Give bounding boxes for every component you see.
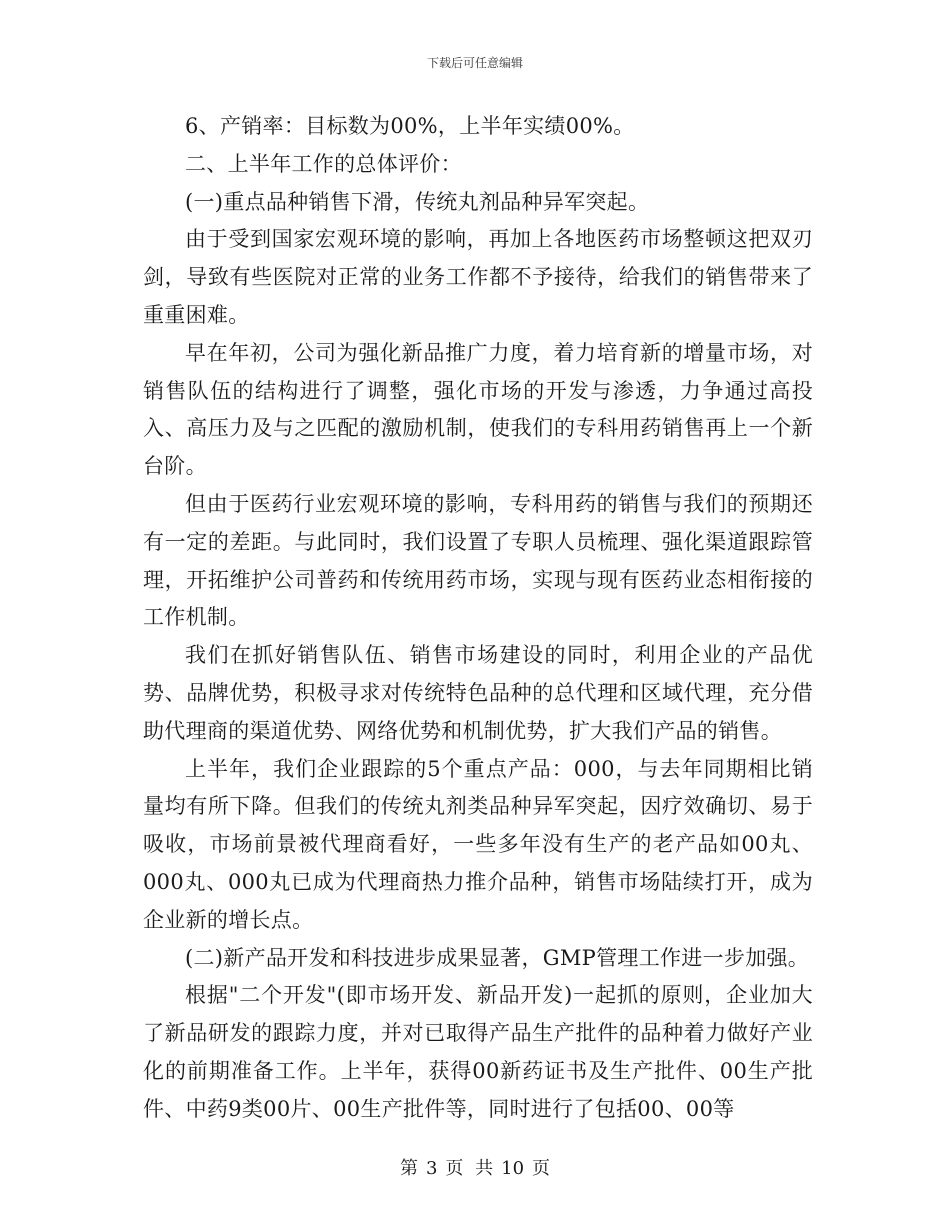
paragraph-industry-gap: 但由于医药行业宏观环境的影响，专科用药的销售与我们的预期还有一定的差距。与此同时，我们设置了专职人员梳理、强化渠道跟踪管理，开拓维护公司普药和传统用药市场，实现与现有医药业态相衔接的工作机制。 xyxy=(143,491,813,630)
paragraph-macro-environment: 由于受到国家宏观环境的影响，再加上各地医药市场整顿这把双刃剑，导致有些医院对正常的业务工作都不予接待，给我们的销售带来了重重困难。 xyxy=(143,227,813,327)
paragraph-key-products-h1: 上半年，我们企业跟踪的5个重点产品：000，与去年同期相比销量均有所下降。但我们的传统丸剂类品种异军突起，因疗效确切、易于吸收，市场前景被代理商看好，一些多年没有生产的老产品如00丸、000丸、000丸已成为代理商热力推介品种，销售市场陆续打开，成为企业新的增长点。 xyxy=(143,756,813,932)
paragraph-production-sales-rate: 6、产销率：目标数为00%，上半年实绩00%。 xyxy=(185,114,635,138)
page-footer xyxy=(0,1154,950,1180)
document-body xyxy=(143,108,813,1129)
footer-middle: 页 共 xyxy=(445,1158,494,1179)
subheading-new-products: (二)新产品开发和科技进步成果显著，GMP管理工作进一步加强。 xyxy=(185,945,810,970)
footer-total-pages: 10 xyxy=(501,1158,525,1179)
paragraph-two-developments: 根据"二个开发"(即市场开发、新品开发)一起抓的原则，企业加大了新品研发的跟踪力度，并对已取得产品生产批件的品种着力做好产业化的前期准备工作。上半年，获得00新药证书及生产批件、00生产批件、中药9类00片、00生产批件等，同时进行了包括00、00等 xyxy=(143,983,813,1121)
paragraph-agents: 我们在抓好销售队伍、销售市场建设的同时，利用企业的产品优势、品牌优势，积极寻求对传统特色品种的总代理和区域代理，充分借助代理商的渠道优势、网络优势和机制优势，扩大我们产品的销售。 xyxy=(143,643,813,743)
footer-prefix: 第 xyxy=(399,1158,418,1179)
footer-suffix: 页 xyxy=(532,1158,551,1179)
subheading-key-products: (一)重点品种销售下滑，传统丸剂品种异军突起。 xyxy=(185,189,650,214)
paragraph-early-year: 早在年初，公司为强化新品推广力度，着力培育新的增量市场，对销售队伍的结构进行了调整，强化市场的开发与渗透，力争通过高投入、高压力及与之匹配的激励机制，使我们的专科用药销售再上一个新台阶。 xyxy=(143,340,813,479)
page-header: 下载后可任意编辑 xyxy=(426,56,523,70)
heading-overall-evaluation: 二、上半年工作的总体评价： xyxy=(185,151,462,176)
footer-page-number: 3 xyxy=(425,1158,438,1179)
